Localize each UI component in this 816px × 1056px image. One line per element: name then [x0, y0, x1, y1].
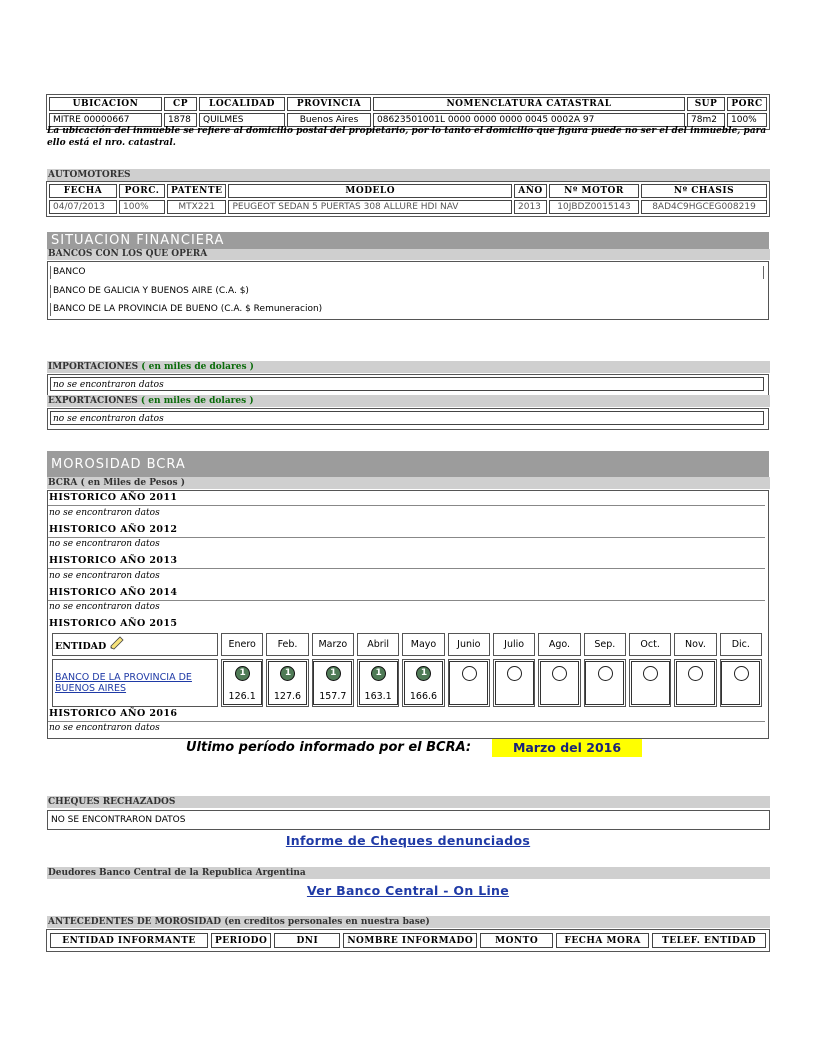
- ultimo-periodo-label: Ultimo período informado por el BCRA:: [186, 740, 472, 755]
- level-circle: [688, 666, 703, 681]
- divider: [48, 721, 765, 722]
- divider: [48, 568, 765, 569]
- entidad-row: [52, 659, 762, 707]
- level-value: 1: [239, 668, 246, 678]
- historico-2014-value: no se encontraron datos: [49, 602, 160, 612]
- month-box: [268, 661, 307, 705]
- importaciones-label: IMPORTACIONES: [48, 362, 139, 372]
- automotores-data-row: [49, 200, 767, 214]
- month-box: [540, 661, 579, 705]
- divider: [48, 600, 765, 601]
- level-circle: [643, 666, 658, 681]
- col-telef: TELEF. ENTIDAD: [652, 933, 766, 948]
- cell-localidad: QUILMES: [199, 113, 285, 127]
- banco-item: BANCO DE GALICIA Y BUENOS AIRE (C.A. $): [50, 285, 249, 298]
- month-cell: [312, 659, 354, 707]
- level-value: 1: [284, 668, 292, 678]
- situacion-title: SITUACION FINANCIERA: [47, 232, 769, 249]
- month-cell: [493, 659, 535, 707]
- month-box: [313, 661, 352, 705]
- month-value: 163.1: [364, 691, 392, 702]
- cheques-denunciados-link[interactable]: Informe de Cheques denunciados: [285, 833, 531, 848]
- col-anio: AÑO: [514, 184, 547, 198]
- month-header: Dic.: [720, 633, 762, 656]
- level-circle: [371, 666, 386, 681]
- month-box: [359, 661, 398, 705]
- month-value: 166.6: [409, 691, 438, 702]
- month-box: [404, 661, 443, 705]
- month-header: Julio: [493, 633, 535, 656]
- month-cell: [629, 659, 671, 707]
- month-box: [585, 661, 624, 705]
- month-cell: [538, 659, 580, 707]
- months-header-row: [52, 633, 762, 656]
- cell-chasis: 8AD4C9HGCEG008219: [641, 200, 767, 214]
- month-box: [223, 661, 262, 705]
- month-header: Ago.: [538, 633, 580, 656]
- month-header: Marzo: [312, 633, 354, 656]
- ubicacion-header-row: [49, 97, 767, 111]
- entidad-cell: [52, 659, 218, 707]
- historico-2012-value: no se encontraron datos: [49, 539, 160, 549]
- pencil-icon: [109, 636, 125, 653]
- morosidad-2015-table: [49, 630, 765, 710]
- antecedentes-header-row: [50, 933, 766, 948]
- cell-anio: 2013: [514, 200, 547, 214]
- month-header: Feb.: [266, 633, 308, 656]
- col-porc: PORC: [727, 97, 767, 111]
- exportaciones-title: [47, 395, 770, 407]
- col-sup: SUP: [687, 97, 725, 111]
- col-fecha: FECHA: [49, 184, 117, 198]
- exportaciones-box: [47, 408, 769, 430]
- cell-porc: 100%: [727, 113, 767, 127]
- month-box: [449, 661, 488, 705]
- month-header: Mayo: [402, 633, 444, 656]
- cell-patente: MTX221: [167, 200, 226, 214]
- bancos-header: BANCO: [50, 266, 764, 279]
- bancos-title: BANCOS CON LOS QUE OPERA: [47, 249, 770, 260]
- col-modelo: MODELO: [228, 184, 512, 198]
- col-dni: DNI: [274, 933, 340, 948]
- month-cell: [221, 659, 263, 707]
- month-header: Junio: [448, 633, 490, 656]
- divider: [48, 537, 765, 538]
- month-header: Enero: [221, 633, 263, 656]
- exportaciones-label: EXPORTACIONES: [48, 396, 138, 406]
- importaciones-unit: ( en miles de dolares ): [141, 362, 254, 372]
- col-entidad: ENTIDAD INFORMANTE: [50, 933, 208, 948]
- level-circle: [416, 666, 431, 681]
- col-fecha-mora: FECHA MORA: [556, 933, 649, 948]
- bancos-box: [47, 261, 769, 320]
- cell-provincia: Buenos Aires: [287, 113, 371, 127]
- col-patente: PATENTE: [167, 184, 226, 198]
- automotores-header-row: [49, 184, 767, 198]
- col-ubicacion: UBICACION: [49, 97, 162, 111]
- automotores-table: [46, 181, 770, 217]
- entidad-link[interactable]: BANCO DE LA PROVINCIA DE BUENOS AIRES: [55, 672, 192, 694]
- automotores-title: AUTOMOTORES: [47, 169, 770, 181]
- divider: [48, 505, 765, 506]
- level-circle: [734, 666, 749, 681]
- antecedentes-title: ANTECEDENTES DE MOROSIDAD (en creditos personales en nuestra base): [47, 916, 770, 928]
- entidad-label: ENTIDAD: [55, 641, 107, 652]
- historico-2013-value: no se encontraron datos: [49, 571, 160, 581]
- deudores-title: Deudores Banco Central de la Republica Argentina: [47, 867, 770, 879]
- col-cp: CP: [164, 97, 197, 111]
- cell-fecha: 04/07/2013: [49, 200, 117, 214]
- cheques-link-wrap: [0, 830, 816, 849]
- month-box: [495, 661, 534, 705]
- historico-2014: HISTORICO AÑO 2014: [49, 587, 178, 598]
- historico-2016-value: no se encontraron datos: [49, 723, 160, 733]
- historico-2012: HISTORICO AÑO 2012: [49, 524, 178, 535]
- exportaciones-unit: ( en miles de dolares ): [140, 396, 254, 406]
- cell-porc: 100%: [119, 200, 165, 214]
- cheques-value: NO SE ENCONTRARON DATOS: [47, 810, 770, 830]
- historico-2013: HISTORICO AÑO 2013: [49, 555, 178, 566]
- historico-2016: HISTORICO AÑO 2016: [49, 708, 178, 719]
- importaciones-value: no se encontraron datos: [50, 377, 764, 391]
- month-header: Sep.: [584, 633, 626, 656]
- exportaciones-value: no se encontraron datos: [50, 411, 764, 425]
- col-localidad: LOCALIDAD: [199, 97, 285, 111]
- month-header: Nov.: [674, 633, 716, 656]
- ubicacion-note: La ubicación del inmueble se refiere al domicilio postal del propietario, por lo tanto el domicilio que figura puede no ser el del inmueble, para ello está el nro. catastral.: [47, 126, 767, 148]
- col-nombre: NOMBRE INFORMADO: [343, 933, 477, 948]
- month-cell: [402, 659, 444, 707]
- banco-central-link[interactable]: Ver Banco Central - On Line: [306, 883, 510, 898]
- month-cell: [720, 659, 762, 707]
- level-circle: [280, 666, 295, 681]
- month-header: Oct.: [629, 633, 671, 656]
- historico-2011-value: no se encontraron datos: [49, 508, 160, 518]
- level-circle: [235, 666, 250, 681]
- month-box: [721, 661, 760, 705]
- month-cell: [584, 659, 626, 707]
- col-motor: Nº MOTOR: [549, 184, 639, 198]
- cell-ubicacion: MITRE 00000667: [49, 113, 162, 127]
- col-monto: MONTO: [480, 933, 553, 948]
- month-value: 157.7: [319, 691, 347, 702]
- level-circle: [552, 666, 567, 681]
- cell-sup: 78m2: [687, 113, 725, 127]
- morosidad-box: [47, 490, 769, 739]
- level-circle: [598, 666, 613, 681]
- morosidad-title: MOROSIDAD BCRA: [47, 451, 769, 477]
- month-cell: [266, 659, 308, 707]
- level-value: 1: [375, 668, 382, 678]
- historico-2011: HISTORICO AÑO 2011: [49, 492, 178, 503]
- level-circle: [462, 666, 477, 681]
- historico-2015: HISTORICO AÑO 2015: [49, 618, 178, 629]
- level-circle: [507, 666, 522, 681]
- col-nomenclatura: NOMENCLATURA CATASTRAL: [373, 97, 685, 111]
- month-box: [676, 661, 715, 705]
- morosidad-subtitle: BCRA ( en Miles de Pesos ): [47, 477, 770, 489]
- deudores-link-wrap: [0, 880, 816, 899]
- antecedentes-table: [46, 929, 770, 952]
- level-value: 1: [420, 668, 428, 678]
- cheques-title: CHEQUES RECHAZADOS: [47, 796, 770, 808]
- col-porc: PORC.: [119, 184, 165, 198]
- entidad-header: [52, 633, 218, 656]
- importaciones-title: [47, 361, 770, 373]
- col-periodo: PERIODO: [211, 933, 271, 948]
- month-box: [631, 661, 670, 705]
- cell-cp: 1878: [164, 113, 197, 127]
- col-chasis: Nº CHASIS: [641, 184, 767, 198]
- level-circle: [326, 666, 341, 681]
- cell-nomenclatura: 08623501001L 0000 0000 0000 0045 0002A 97: [373, 113, 685, 127]
- month-cell: [448, 659, 490, 707]
- importaciones-box: [47, 374, 769, 396]
- col-provincia: PROVINCIA: [287, 97, 371, 111]
- level-value: 1: [330, 668, 337, 678]
- cell-modelo: PEUGEOT SEDAN 5 PUERTAS 308 ALLURE HDI NAV: [228, 200, 512, 214]
- month-cell: [674, 659, 716, 707]
- banco-item: BANCO DE LA PROVINCIA DE BUENO (C.A. $ Remuneracion): [50, 303, 322, 316]
- month-value: 127.6: [273, 691, 302, 702]
- month-cell: [357, 659, 399, 707]
- month-value: 126.1: [228, 691, 256, 702]
- ultimo-periodo-value: Marzo del 2016: [492, 739, 642, 757]
- cell-motor: 10JBDZ0015143: [549, 200, 639, 214]
- month-header: Abril: [357, 633, 399, 656]
